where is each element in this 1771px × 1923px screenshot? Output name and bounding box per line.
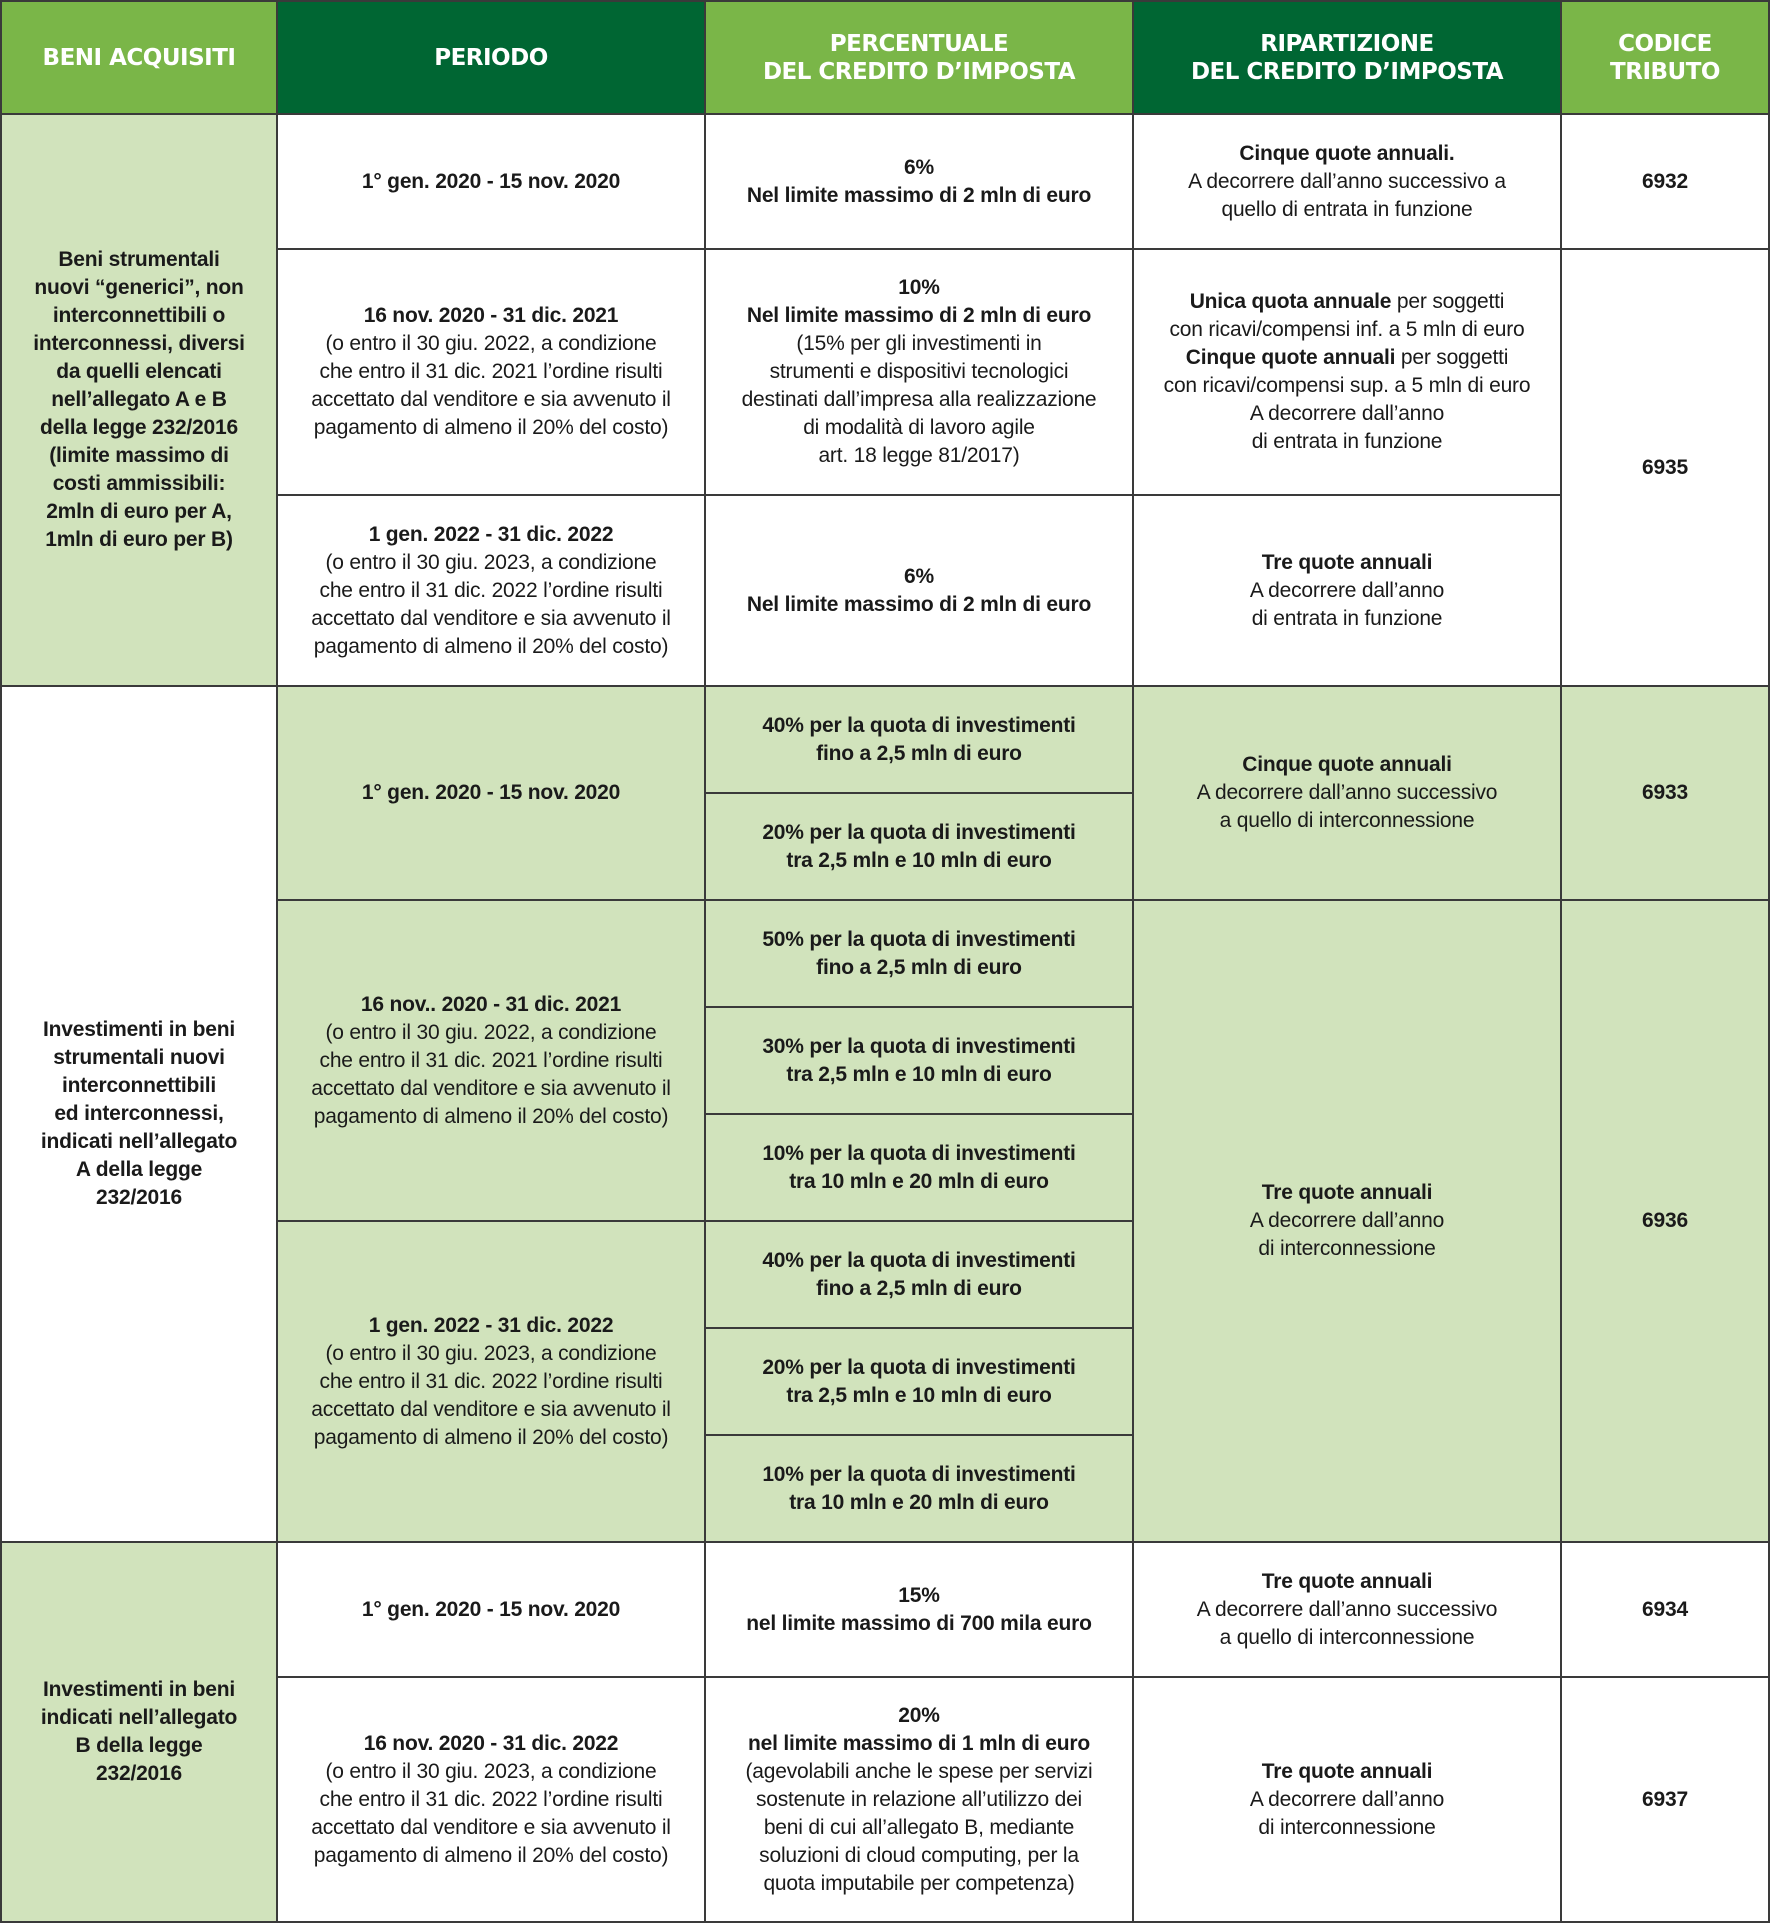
periodo-label: 1° gen. 2020 - 15 nov. 2020: [361, 1597, 621, 1621]
percentuale-cell: [705, 1677, 1133, 1922]
percentuale-label: 10% per la quota di investimenti tra 10 mln e 20 mln di euro: [762, 1141, 1076, 1193]
percentuale-label: 15% nel limite massimo di 700 mila euro: [746, 1583, 1092, 1635]
ripartizione-cell: [1133, 114, 1561, 249]
periodo-condition: (o entro il 30 giu. 2022, a condizione che entro il 31 dic. 2021 l’ordine risulti accettato dal venditore e sia avvenuto il pagamento di almeno il 20% del costo): [311, 332, 671, 439]
codice-tributo: 6937: [1642, 1787, 1688, 1811]
ripartizione-title: Unica quota annuale: [1189, 290, 1392, 313]
ripartizione-title: Cinque quote annuali: [1242, 753, 1452, 776]
percentuale-cell: [705, 1007, 1133, 1114]
percentuale-cell: [705, 793, 1133, 900]
category-label: Investimenti in beni indicati nell’allegato B della legge 232/2016: [40, 1678, 238, 1785]
codice-tributo-cell: [1561, 249, 1769, 686]
percentuale-label: 10% Nel limite massimo di 2 mln di euro: [746, 276, 1092, 327]
header-periodo: PERIODO: [277, 1, 705, 114]
ripartizione-title: Cinque quote annuali: [1185, 346, 1396, 369]
codice-tributo: 6934: [1642, 1597, 1688, 1621]
table-row: [1, 686, 1769, 793]
ripartizione-title: Tre quote annuali: [1261, 1181, 1433, 1204]
periodo-condition: (o entro il 30 giu. 2022, a condizione che entro il 31 dic. 2021 l’ordine risulti accettato dal venditore e sia avvenuto il pagamento di almeno il 20% del costo): [311, 1020, 671, 1128]
percentuale-label: 6% Nel limite massimo di 2 mln di euro: [746, 155, 1092, 207]
ripartizione-cell: [1133, 1542, 1561, 1677]
ripartizione-cell: [1133, 686, 1561, 900]
percentuale-cell: [705, 249, 1133, 495]
ripartizione-text: A decorrere dall’anno successivo a quello di interconnessione: [1196, 781, 1498, 832]
percentuale-cell: [705, 1114, 1133, 1221]
percentuale-cell: [705, 1542, 1133, 1677]
ripartizione-title: Tre quote annuali: [1261, 1759, 1433, 1783]
table-row: [1, 114, 1769, 249]
periodo-condition: (o entro il 30 giu. 2023, a condizione che entro il 31 dic. 2022 l’ordine risulti accettato dal venditore e sia avvenuto il pagamento di almeno il 20% del costo): [311, 1341, 671, 1449]
ripartizione-text-part: per soggetti con ricavi/compensi inf. a 5 mln di euro: [1169, 290, 1525, 341]
percentuale-cell: [705, 1328, 1133, 1435]
codice-tributo: 6932: [1642, 169, 1688, 193]
category-allegato-a: [1, 686, 277, 1542]
ripartizione-cell: [1133, 900, 1561, 1542]
header-codice-tributo: CODICE TRIBUTO: [1561, 1, 1769, 114]
percentuale-label: 20% nel limite massimo di 1 mln di euro: [748, 1703, 1090, 1755]
ripartizione-title: Cinque quote annuali.: [1239, 141, 1455, 165]
percentuale-note: (15% per gli investimenti in strumenti e dispositivi tecnologici destinati dall’impresa alla realizzazione di modalità di lavoro agile art. 18 legge 81/2017): [741, 332, 1097, 467]
periodo-label: 1° gen. 2020 - 15 nov. 2020: [361, 781, 621, 804]
periodo-cell: [277, 1677, 705, 1922]
ripartizione-cell: [1133, 249, 1561, 495]
percentuale-cell: [705, 900, 1133, 1007]
percentuale-label: 10% per la quota di investimenti tra 10 mln e 20 mln di euro: [762, 1462, 1076, 1514]
ripartizione-text: [1148, 288, 1546, 456]
ripartizione-text-part: per soggetti con ricavi/compensi sup. a 5 mln di euro A decorrere dall’anno di entrata in funzione: [1163, 346, 1531, 453]
header-ripartizione: RIPARTIZIONE DEL CREDITO D’IMPOSTA: [1133, 1, 1561, 114]
ripartizione-text: A decorrere dall’anno successivo a quello di interconnessione: [1196, 1597, 1498, 1649]
header-beni-acquisiti: BENI ACQUISITI: [1, 1, 277, 114]
percentuale-cell: [705, 686, 1133, 793]
category-label: Beni strumentali nuovi “generici”, non interconnettibili o interconnessi, diversi da quelli elencati nell’allegato A e B della legge 232/2016 (limite massimo di costi ammissibili: 2mln di euro per A, 1mln di euro per B): [33, 248, 245, 551]
ripartizione-text: A decorrere dall’anno di entrata in funzione: [1249, 578, 1445, 630]
periodo-label: 1° gen. 2020 - 15 nov. 2020: [361, 169, 621, 193]
percentuale-label: 30% per la quota di investimenti tra 2,5 mln e 10 mln di euro: [762, 1034, 1076, 1086]
header-row: [1, 1, 1769, 114]
periodo-label: 1 gen. 2022 - 31 dic. 2022: [368, 522, 614, 546]
periodo-cell: [277, 249, 705, 495]
ripartizione-text: A decorrere dall’anno di interconnessione: [1249, 1787, 1445, 1839]
periodo-cell: [277, 1221, 705, 1542]
ripartizione-text: A decorrere dall’anno successivo a quello di entrata in funzione: [1188, 169, 1506, 221]
table-row: [1, 1542, 1769, 1677]
percentuale-label: 20% per la quota di investimenti tra 2,5 mln e 10 mln di euro: [762, 820, 1076, 872]
periodo-cell: [277, 495, 705, 686]
periodo-cell: [277, 686, 705, 900]
periodo-cell: [277, 114, 705, 249]
periodo-cell: [277, 1542, 705, 1677]
periodo-label: 16 nov. 2020 - 31 dic. 2022: [363, 1731, 619, 1755]
category-beni-generici: [1, 114, 277, 686]
percentuale-label: 40% per la quota di investimenti fino a 2,5 mln di euro: [762, 1248, 1076, 1300]
codice-tributo: 6935: [1642, 455, 1688, 479]
percentuale-cell: [705, 495, 1133, 686]
codice-tributo-cell: [1561, 114, 1769, 249]
percentuale-cell: [705, 1435, 1133, 1542]
codice-tributo: 6933: [1642, 781, 1688, 804]
ripartizione-title: Tre quote annuali: [1261, 550, 1433, 574]
codice-tributo-cell: [1561, 1542, 1769, 1677]
category-label: Investimenti in beni strumentali nuovi interconnettibili ed interconnessi, indicati nell’allegato A della legge 232/2016: [40, 1018, 238, 1209]
category-allegato-b: [1, 1542, 277, 1922]
percentuale-label: 6% Nel limite massimo di 2 mln di euro: [746, 564, 1092, 616]
periodo-label: 16 nov.. 2020 - 31 dic. 2021: [360, 992, 622, 1016]
percentuale-note: (agevolabili anche le spese per servizi sostenute in relazione all’utilizzo dei beni di cui all’allegato B, mediante soluzioni di cloud computing, per la quota imputabile per competenza): [745, 1759, 1093, 1895]
header-percentuale: PERCENTUALE DEL CREDITO D’IMPOSTA: [705, 1, 1133, 114]
ripartizione-text: A decorrere dall’anno di interconnessione: [1249, 1209, 1445, 1260]
periodo-condition: (o entro il 30 giu. 2023, a condizione che entro il 31 dic. 2022 l’ordine risulti accettato dal venditore e sia avvenuto il pagamento di almeno il 20% del costo): [311, 1759, 671, 1867]
codice-tributo-cell: [1561, 900, 1769, 1542]
codice-tributo-cell: [1561, 1677, 1769, 1922]
ripartizione-title: Tre quote annuali: [1261, 1569, 1433, 1593]
percentuale-cell: [705, 114, 1133, 249]
codice-tributo: 6936: [1642, 1209, 1688, 1232]
percentuale-cell: [705, 1221, 1133, 1328]
percentuale-label: 40% per la quota di investimenti fino a 2,5 mln di euro: [762, 713, 1076, 765]
periodo-condition: (o entro il 30 giu. 2023, a condizione che entro il 31 dic. 2022 l’ordine risulti accettato dal venditore e sia avvenuto il pagamento di almeno il 20% del costo): [311, 550, 671, 658]
periodo-label: 1 gen. 2022 - 31 dic. 2022: [368, 1313, 614, 1337]
periodo-cell: [277, 900, 705, 1221]
ripartizione-cell: [1133, 1677, 1561, 1922]
percentuale-label: 20% per la quota di investimenti tra 2,5 mln e 10 mln di euro: [762, 1355, 1076, 1407]
periodo-label: 16 nov. 2020 - 31 dic. 2021: [363, 304, 619, 327]
percentuale-label: 50% per la quota di investimenti fino a 2,5 mln di euro: [762, 927, 1076, 979]
ripartizione-cell: [1133, 495, 1561, 686]
codice-tributo-cell: [1561, 686, 1769, 900]
